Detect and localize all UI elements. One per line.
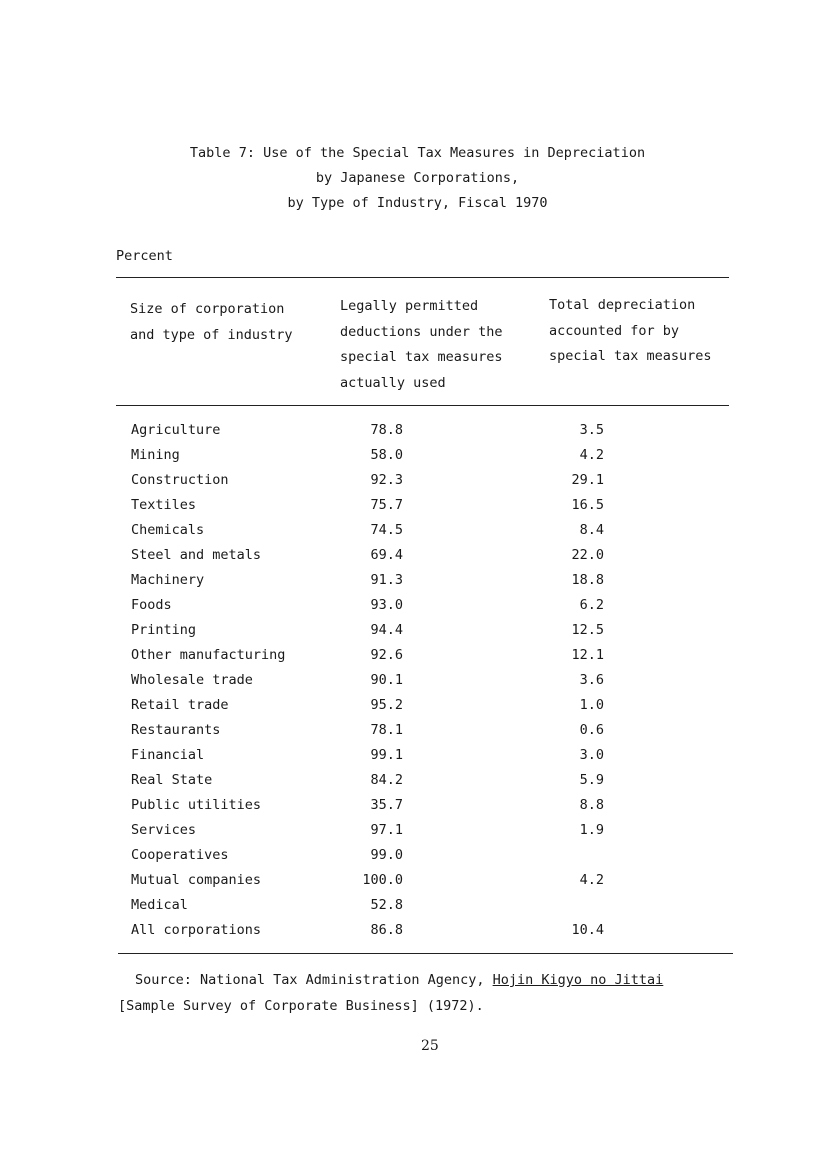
industry-cell: Machinery xyxy=(131,572,205,588)
total-depreciation-cell: 1.9 xyxy=(579,822,604,838)
total-depreciation-cell: 4.2 xyxy=(579,872,604,888)
industry-cell: Mining xyxy=(131,447,180,463)
industry-cell: Financial xyxy=(131,747,205,763)
header-text: and type of industry xyxy=(130,326,293,343)
header-text: Size of corporation xyxy=(130,301,285,317)
total-depreciation-cell: 1.0 xyxy=(579,697,604,713)
industry-cell: Printing xyxy=(131,622,197,638)
legal-deduction-cell: 95.2 xyxy=(370,697,403,713)
table-row xyxy=(0,747,827,772)
total-depreciation-cell: 29.1 xyxy=(571,472,604,488)
industry-cell: Medical xyxy=(131,897,188,913)
table-row xyxy=(0,847,827,872)
industry-cell: Textiles xyxy=(131,497,197,513)
legal-deduction-cell: 69.4 xyxy=(370,547,403,563)
table-row xyxy=(0,447,827,472)
header-legally-permitted xyxy=(340,294,503,396)
industry-cell: Chemicals xyxy=(131,522,205,538)
table-row xyxy=(0,497,827,522)
table-title-line-3: by Type of Industry, Fiscal 1970 xyxy=(287,195,548,211)
total-depreciation-cell: 12.1 xyxy=(571,647,604,663)
industry-cell: Steel and metals xyxy=(131,547,262,563)
header-text: Total depreciation xyxy=(549,297,696,313)
legal-deduction-cell: 97.1 xyxy=(370,822,403,838)
table-row xyxy=(0,472,827,497)
source-note-line-2: [Sample Survey of Corporate Business] (1972). xyxy=(118,998,484,1014)
total-depreciation-cell: 8.8 xyxy=(579,797,604,813)
legal-deduction-cell: 92.3 xyxy=(370,472,403,488)
header-text: Legally permitted xyxy=(340,298,479,314)
table-row xyxy=(0,672,827,697)
industry-cell: All corporations xyxy=(131,922,262,938)
industry-cell: Public utilities xyxy=(131,797,262,813)
legal-deduction-cell: 99.0 xyxy=(370,847,403,863)
source-publication-title: Hojin Kigyo no Jittai xyxy=(492,972,664,988)
table-row xyxy=(0,772,827,797)
industry-cell: Mutual companies xyxy=(131,872,262,888)
table-title-line-2: by Japanese Corporations, xyxy=(315,170,520,186)
total-depreciation-cell: 5.9 xyxy=(579,772,604,788)
total-depreciation-cell: 12.5 xyxy=(571,622,604,638)
legal-deduction-cell: 35.7 xyxy=(370,797,403,813)
industry-cell: Restaurants xyxy=(131,722,221,738)
total-depreciation-cell: 18.8 xyxy=(571,572,604,588)
total-depreciation-cell: 10.4 xyxy=(571,922,604,938)
total-depreciation-cell: 3.5 xyxy=(579,422,604,438)
legal-deduction-cell: 92.6 xyxy=(370,647,403,663)
legal-deduction-cell: 75.7 xyxy=(370,497,403,513)
industry-cell: Other manufacturing xyxy=(131,647,286,663)
total-depreciation-cell: 8.4 xyxy=(579,522,604,538)
table-row xyxy=(0,872,827,897)
table-title-line-1: Table 7: Use of the Special Tax Measures in Depreciation xyxy=(189,145,646,161)
legal-deduction-cell: 52.8 xyxy=(370,897,403,913)
header-rule xyxy=(116,405,729,406)
table-row xyxy=(0,622,827,647)
legal-deduction-cell: 86.8 xyxy=(370,922,403,938)
total-depreciation-cell: 3.6 xyxy=(579,672,604,688)
header-text: deductions under the xyxy=(340,323,503,340)
legal-deduction-cell: 90.1 xyxy=(370,672,403,688)
legal-deduction-cell: 78.8 xyxy=(370,422,403,438)
unit-label: Percent xyxy=(116,248,173,264)
header-text: accounted for by xyxy=(549,322,680,339)
header-text: actually used xyxy=(340,374,446,391)
industry-cell: Cooperatives xyxy=(131,847,229,863)
legal-deduction-cell: 74.5 xyxy=(370,522,403,538)
top-rule xyxy=(116,277,729,278)
total-depreciation-cell: 0.6 xyxy=(579,722,604,738)
table-row xyxy=(0,522,827,547)
table-row xyxy=(0,597,827,622)
total-depreciation-cell: 4.2 xyxy=(579,447,604,463)
table-row xyxy=(0,547,827,572)
table-row xyxy=(0,797,827,822)
total-depreciation-cell: 6.2 xyxy=(579,597,604,613)
legal-deduction-cell: 78.1 xyxy=(370,722,403,738)
header-size-and-industry xyxy=(130,297,293,348)
industry-cell: Retail trade xyxy=(131,697,229,713)
bottom-rule xyxy=(118,953,733,954)
header-text: special tax measures xyxy=(549,348,712,364)
total-depreciation-cell: 3.0 xyxy=(579,747,604,763)
header-total-depreciation xyxy=(549,293,712,370)
table-row xyxy=(0,422,827,447)
legal-deduction-cell: 100.0 xyxy=(362,872,403,888)
table-row xyxy=(0,922,827,947)
industry-cell: Foods xyxy=(131,597,172,613)
table-row xyxy=(0,647,827,672)
table-row xyxy=(0,697,827,722)
legal-deduction-cell: 58.0 xyxy=(370,447,403,463)
industry-cell: Construction xyxy=(131,472,229,488)
legal-deduction-cell: 91.3 xyxy=(370,572,403,588)
industry-cell: Real State xyxy=(131,772,213,788)
page-number: 25 xyxy=(421,1038,439,1054)
header-text: special tax measures xyxy=(340,349,503,365)
legal-deduction-cell: 84.2 xyxy=(370,772,403,788)
total-depreciation-cell: 16.5 xyxy=(571,497,604,513)
legal-deduction-cell: 93.0 xyxy=(370,597,403,613)
total-depreciation-cell: 22.0 xyxy=(571,547,604,563)
industry-cell: Services xyxy=(131,822,197,838)
table-row xyxy=(0,722,827,747)
industry-cell: Wholesale trade xyxy=(131,672,253,688)
source-prefix: Source: National Tax Administration Agency, xyxy=(135,972,493,988)
table-row xyxy=(0,572,827,597)
legal-deduction-cell: 99.1 xyxy=(370,747,403,763)
industry-cell: Agriculture xyxy=(131,422,221,438)
legal-deduction-cell: 94.4 xyxy=(370,622,403,638)
table-row xyxy=(0,822,827,847)
table-row xyxy=(0,897,827,922)
source-note-line-1 xyxy=(135,972,663,988)
